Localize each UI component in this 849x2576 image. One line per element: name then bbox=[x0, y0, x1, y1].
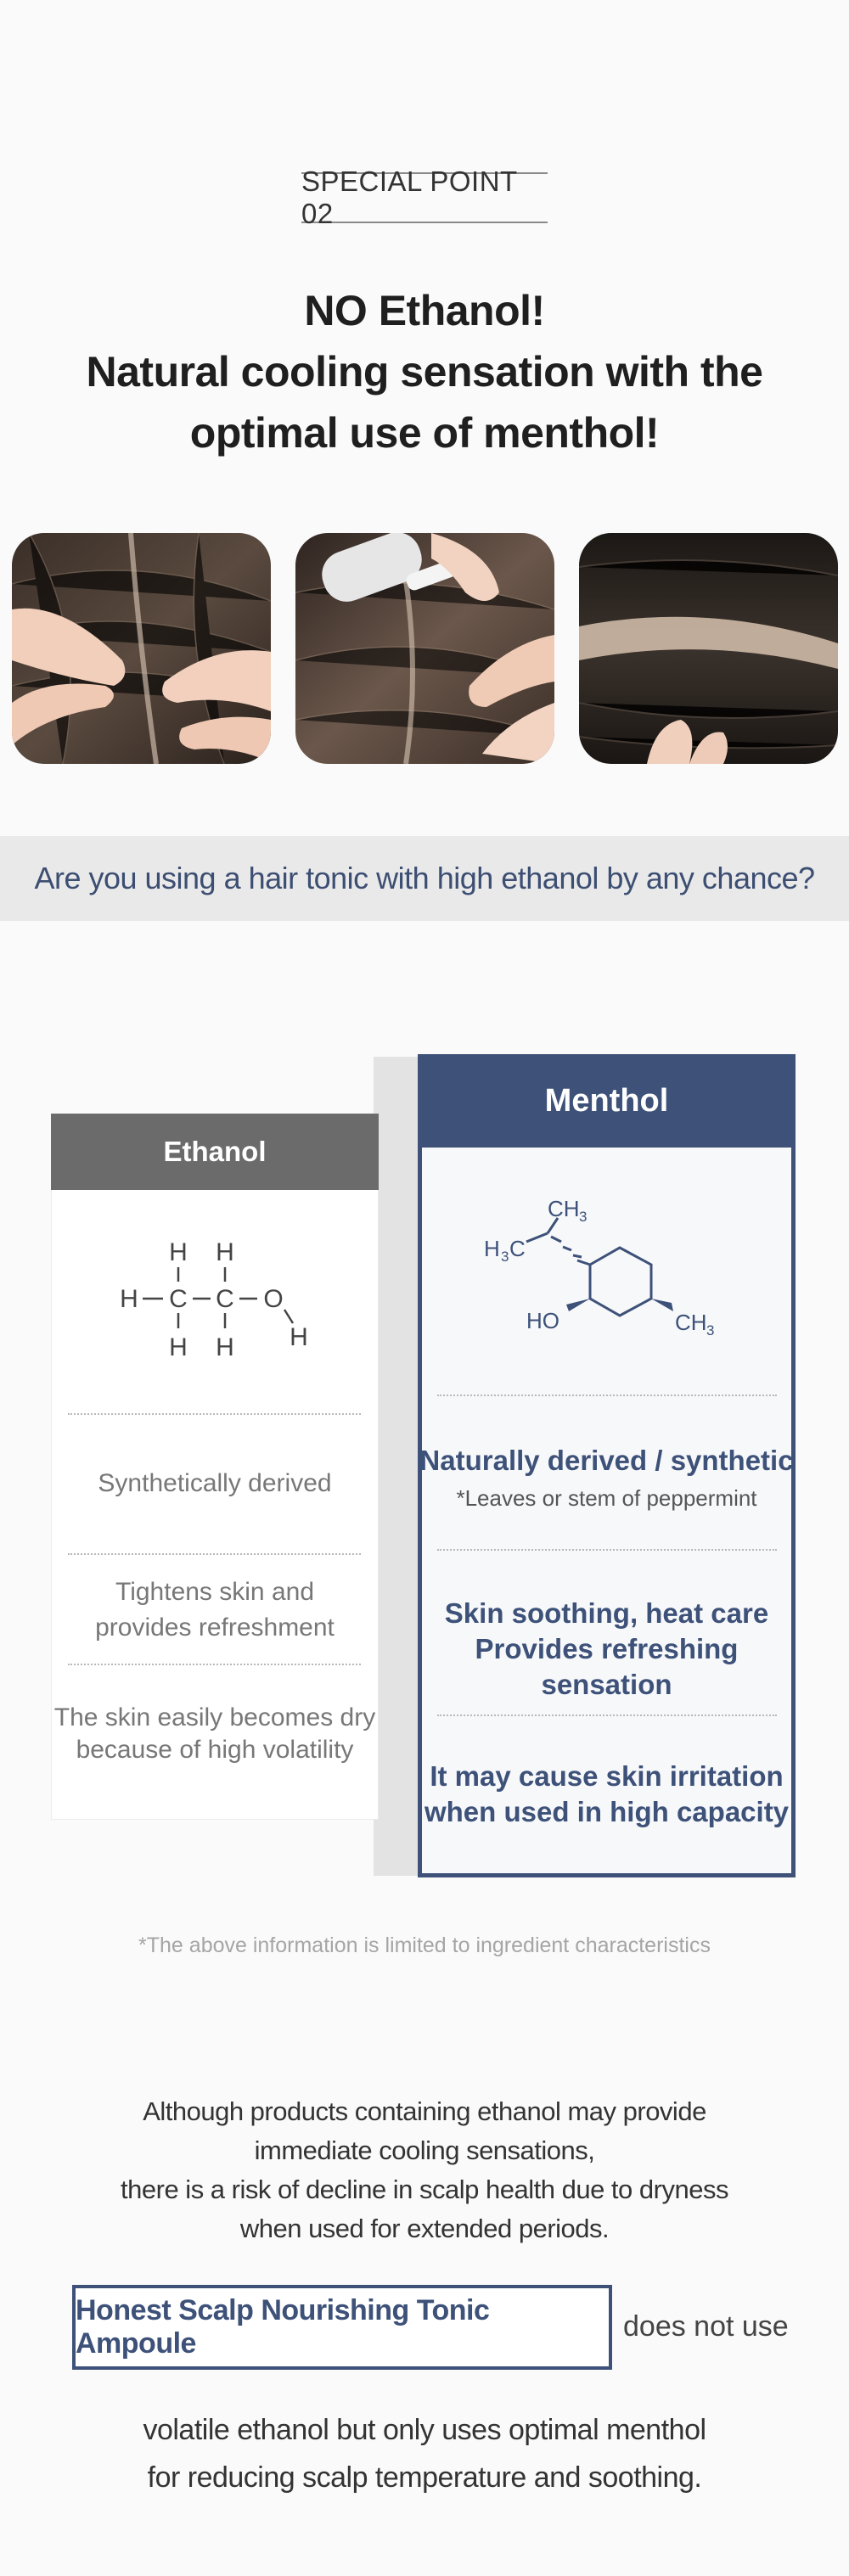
question-band bbox=[0, 836, 849, 921]
divider bbox=[437, 1715, 777, 1716]
svg-text:3: 3 bbox=[501, 1249, 509, 1265]
menthol-structure-diagram bbox=[463, 1193, 751, 1362]
menthol-point-caution: It may cause skin irritation when used in high capacity bbox=[424, 1760, 790, 1827]
svg-text:C: C bbox=[509, 1236, 526, 1261]
ethanol-point: The skin easily becomes dry because of high volatility bbox=[53, 1703, 376, 1764]
scalp-photo-applicator bbox=[295, 533, 554, 764]
divider bbox=[68, 1664, 361, 1665]
ethanol-point: Synthetically derived bbox=[98, 1469, 332, 1497]
menthol-point-origin: Naturally derived / synthetic bbox=[419, 1445, 794, 1476]
menthol-point-effect: Skin soothing, heat care Provides refreshing sensation bbox=[444, 1597, 769, 1700]
question-text: Are you using a hair tonic with high ethanol by any chance? bbox=[34, 861, 815, 895]
special-point-badge: SPECIAL POINT 02 bbox=[301, 172, 548, 223]
product-name: Honest Scalp Nourishing Tonic Ampoule bbox=[76, 2294, 490, 2360]
ethanol-header: Ethanol bbox=[51, 1114, 379, 1190]
svg-text:O: O bbox=[263, 1285, 284, 1313]
scalp-photo-closeup bbox=[579, 533, 838, 764]
svg-text:CH: CH bbox=[675, 1310, 707, 1335]
svg-text:H: H bbox=[120, 1285, 138, 1313]
svg-text:C: C bbox=[169, 1285, 188, 1313]
scalp-photo-fingers bbox=[12, 533, 271, 764]
divider bbox=[437, 1549, 777, 1551]
svg-text:H: H bbox=[484, 1236, 500, 1261]
svg-text:H: H bbox=[216, 1333, 234, 1361]
ethanol-structure-diagram bbox=[110, 1235, 323, 1371]
product-name-box bbox=[72, 2285, 612, 2370]
svg-text:H: H bbox=[169, 1333, 188, 1361]
headline bbox=[0, 280, 849, 463]
menthol-header: Menthol bbox=[418, 1054, 796, 1148]
product-claim-suffix: does not use bbox=[623, 2310, 789, 2343]
svg-text:H: H bbox=[169, 1238, 188, 1266]
divider bbox=[68, 1553, 361, 1555]
svg-text:C: C bbox=[216, 1285, 234, 1313]
svg-text:3: 3 bbox=[706, 1322, 715, 1339]
divider bbox=[68, 1413, 361, 1415]
svg-text:CH: CH bbox=[548, 1196, 580, 1221]
svg-text:H: H bbox=[290, 1323, 308, 1351]
headline-line: optimal use of menthol! bbox=[189, 409, 660, 457]
svg-text:HO: HO bbox=[526, 1308, 559, 1333]
svg-text:H: H bbox=[216, 1238, 234, 1266]
svg-text:3: 3 bbox=[579, 1209, 588, 1225]
headline-line: Natural cooling sensation with the bbox=[86, 348, 763, 396]
comparison-shadow bbox=[374, 1057, 424, 1876]
headline-line: NO Ethanol! bbox=[304, 287, 545, 334]
disclaimer-note: *The above information is limited to ingredient characteristics bbox=[138, 1933, 711, 1957]
divider bbox=[437, 1395, 777, 1396]
menthol-point-origin-note: *Leaves or stem of peppermint bbox=[456, 1485, 757, 1511]
ethanol-risk-paragraph: Although products containing ethanol may provide immediate cooling sensations, there is a risk of decline in scalp health due to dryness when used for extended periods. bbox=[121, 2096, 728, 2243]
ethanol-point: Tightens skin and provides refreshment bbox=[95, 1578, 335, 1642]
closing-statement: volatile ethanol but only uses optimal menthol for reducing scalp temperature and soothing. bbox=[143, 2414, 706, 2494]
